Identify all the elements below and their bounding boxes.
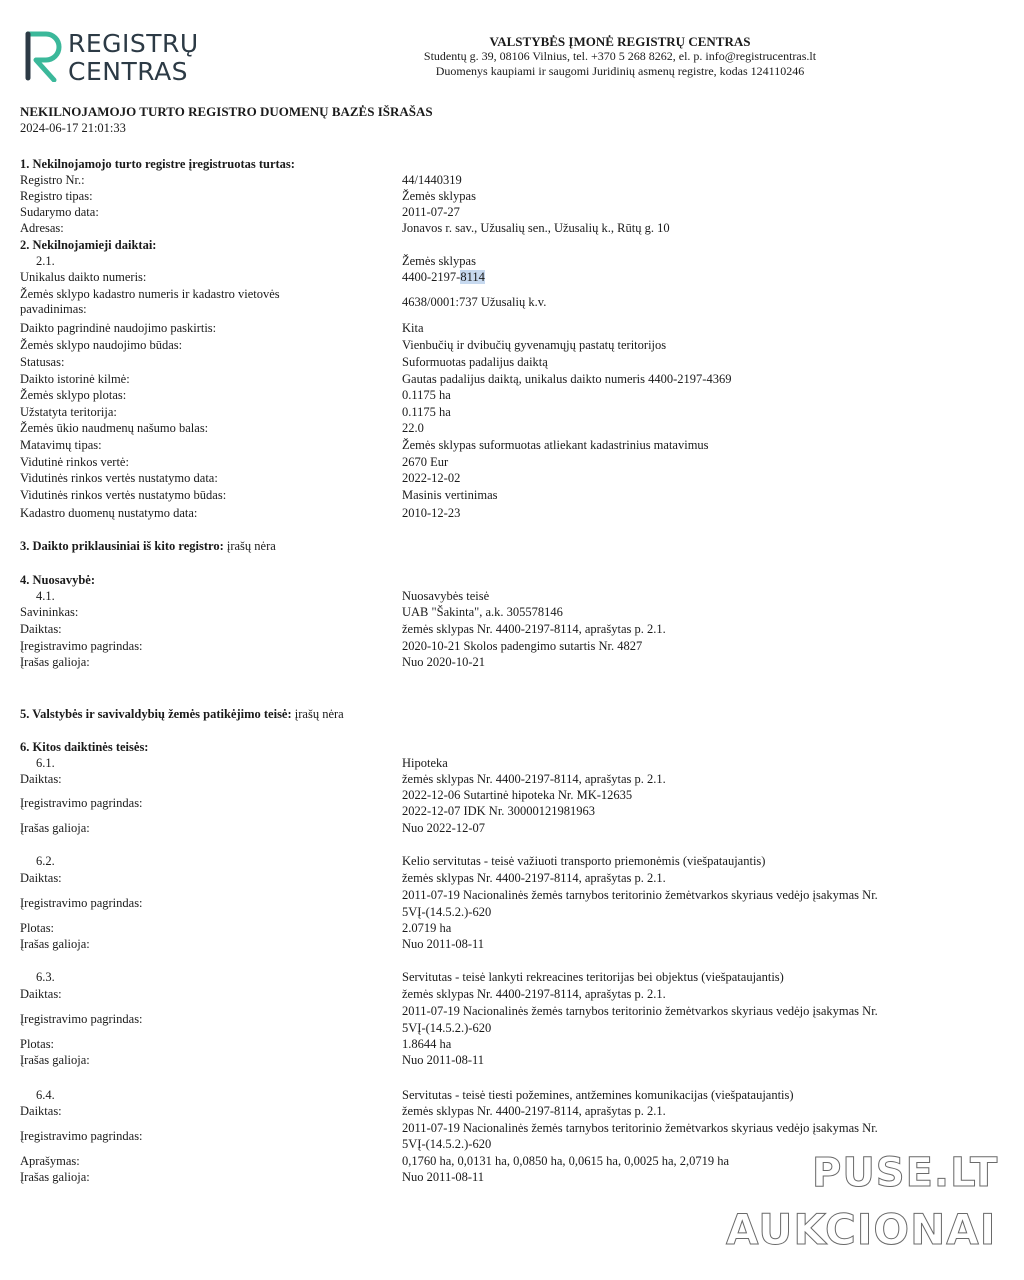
- field-value: Suformuotas padalijus daiktą: [402, 355, 548, 369]
- registry-note: Duomenys kaupiami ir saugomi Juridinių asmenų registre, kodas 124110246: [435, 64, 805, 78]
- field-label: Daikto istorinė kilmė:: [20, 372, 130, 386]
- section-3-line: [20, 539, 276, 553]
- item-number: 4.1.: [36, 589, 55, 603]
- field-value: žemės sklypas Nr. 4400-2197-8114, aprašytas p. 2.1.: [402, 622, 666, 636]
- field-label: Statusas:: [20, 355, 65, 369]
- field-value: žemės sklypas Nr. 4400-2197-8114, aprašytas p. 2.1.: [402, 871, 666, 885]
- field-value: 2022-12-02: [402, 471, 461, 485]
- document-title: NEKILNOJAMOJO TURTO REGISTRO DUOMENŲ BAZĖS IŠRAŠAS: [20, 104, 433, 119]
- section-1-heading: 1. Nekilnojamojo turto registre įregistruotas turtas:: [20, 157, 295, 171]
- field-value: 2670 Eur: [402, 455, 449, 469]
- document-header: [380, 34, 860, 79]
- field-value: žemės sklypas Nr. 4400-2197-8114, aprašytas p. 2.1.: [402, 987, 666, 1001]
- field-label: Įregistravimo pagrindas:: [20, 896, 143, 910]
- field-label: Daiktas:: [20, 871, 62, 885]
- item-type: Hipoteka: [402, 756, 448, 770]
- field-label: Plotas:: [20, 1037, 55, 1051]
- unique-number-value: [402, 270, 485, 284]
- field-label: pavadinimas:: [20, 302, 87, 316]
- field-label: Savininkas:: [20, 605, 79, 619]
- field-label: Daiktas:: [20, 1104, 62, 1118]
- item-type: Servitutas - teisė lankyti rekreacines teritorijas bei objektus (viešpataujantis): [402, 970, 784, 984]
- item-number: 6.2.: [36, 854, 55, 868]
- field-value: Masinis vertinimas: [402, 488, 498, 502]
- field-label: Žemės ūkio naudmenų našumo balas:: [20, 421, 209, 435]
- field-value: 2022-12-07 IDK Nr. 30000121981963: [402, 804, 596, 818]
- field-value: Gautas padalijus daiktą, unikalus daikto numeris 4400-2197-4369: [402, 372, 732, 386]
- item-number: 6.3.: [36, 970, 55, 984]
- field-label: Įrašas galioja:: [20, 1170, 90, 1184]
- registru-centras-logo-mark-icon: [24, 30, 64, 82]
- field-value: Nuo 2022-12-07: [402, 821, 485, 835]
- field-value: 5VĮ-(14.5.2.)-620: [402, 905, 492, 919]
- field-value: Žemės sklypas suformuotas atliekant kadastrinius matavimus: [402, 438, 709, 452]
- organization-address: Studentų g. 39, 08106 Vilnius, tel. +370 5 268 8262, el. p. info@registrucentras.lt: [423, 49, 817, 63]
- field-label: Sudarymo data:: [20, 205, 99, 219]
- field-value: 2.0719 ha: [402, 921, 452, 935]
- field-label: Daiktas:: [20, 772, 62, 786]
- item-number: 2.1.: [36, 254, 55, 268]
- field-label: Vidutinės rinkos vertės nustatymo būdas:: [20, 488, 227, 502]
- item-type: Žemės sklypas: [402, 254, 476, 268]
- organization-name: VALSTYBĖS ĮMONĖ REGISTRŲ CENTRAS: [489, 34, 751, 49]
- unique-number-prefix: 4400-2197-: [402, 270, 461, 284]
- field-value: Nuo 2011-08-11: [402, 1170, 485, 1184]
- item-number: 6.1.: [36, 756, 55, 770]
- registru-centras-logo: [24, 28, 199, 88]
- field-value: 0.1175 ha: [402, 405, 451, 419]
- field-label: Žemės sklypo naudojimo būdas:: [20, 338, 183, 352]
- section-6-heading: 6. Kitos daiktinės teisės:: [20, 740, 149, 754]
- watermark-line2: AUKCIONAI: [726, 1205, 997, 1254]
- field-label: Žemės sklypo kadastro numeris ir kadastro vietovės: [20, 287, 280, 301]
- field-value: Vienbučių ir dvibučių gyvenamųjų pastatų teritorijos: [402, 338, 667, 352]
- unique-number-highlight: 8114: [460, 270, 485, 284]
- field-label: Adresas:: [20, 221, 64, 235]
- field-value: 2011-07-19 Nacionalinės žemės tarnybos teritorinio žemėtvarkos skyriaus vedėjo įsakymas Nr.: [402, 1121, 878, 1135]
- field-value: 2011-07-19 Nacionalinės žemės tarnybos teritorinio žemėtvarkos skyriaus vedėjo įsakymas Nr.: [402, 1004, 878, 1018]
- field-value: 5VĮ-(14.5.2.)-620: [402, 1021, 492, 1035]
- field-value: 1.8644 ha: [402, 1037, 452, 1051]
- field-value: 4638/0001:737 Užusalių k.v.: [402, 295, 547, 309]
- field-value: Nuo 2020-10-21: [402, 655, 485, 669]
- item-type: Kelio servitutas - teisė važiuoti transporto priemonėmis (viešpataujantis): [402, 854, 766, 868]
- field-label: Įrašas galioja:: [20, 1053, 90, 1067]
- logo-text-line2: CENTRAS: [68, 57, 189, 86]
- field-value: Nuo 2011-08-11: [402, 1053, 485, 1067]
- field-value: 22.0: [402, 421, 424, 435]
- item-type: Nuosavybės teisė: [402, 589, 490, 603]
- field-value: 0.1175 ha: [402, 388, 451, 402]
- field-label: Registro tipas:: [20, 189, 93, 203]
- section-5-line: [20, 707, 344, 721]
- field-label: Daiktas:: [20, 622, 62, 636]
- section-3-heading: 3. Daikto priklausiniai iš kito registro:: [20, 539, 224, 553]
- section-5-heading: 5. Valstybės ir savivaldybių žemės patikėjimo teisė:: [20, 707, 292, 721]
- field-value: 2011-07-19 Nacionalinės žemės tarnybos teritorinio žemėtvarkos skyriaus vedėjo įsakymas Nr.: [402, 888, 878, 902]
- field-value: Jonavos r. sav., Užusalių sen., Užusalių k., Rūtų g. 10: [402, 221, 670, 235]
- field-label: Įregistravimo pagrindas:: [20, 1129, 143, 1143]
- field-label: Registro Nr.:: [20, 173, 85, 187]
- field-label: Aprašymas:: [20, 1154, 80, 1168]
- field-value: žemės sklypas Nr. 4400-2197-8114, aprašytas p. 2.1.: [402, 1104, 666, 1118]
- field-value: 44/1440319: [402, 173, 462, 187]
- watermark-line1: PUSE.LT: [812, 1150, 999, 1196]
- field-label: Matavimų tipas:: [20, 438, 102, 452]
- field-label: Daikto pagrindinė naudojimo paskirtis:: [20, 321, 217, 335]
- field-value: 5VĮ-(14.5.2.)-620: [402, 1137, 492, 1151]
- field-label: Užstatyta teritorija:: [20, 405, 117, 419]
- field-value: 0,1760 ha, 0,0131 ha, 0,0850 ha, 0,0615 ha, 0,0025 ha, 2,0719 ha: [402, 1154, 730, 1168]
- section-3-value: įrašų nėra: [226, 539, 276, 553]
- field-value: Kita: [402, 321, 424, 335]
- section-5-value: įrašų nėra: [294, 707, 344, 721]
- field-value: 2020-10-21 Skolos padengimo sutartis Nr. 4827: [402, 639, 643, 653]
- field-label: Įregistravimo pagrindas:: [20, 796, 143, 810]
- field-label: Įrašas galioja:: [20, 655, 90, 669]
- field-value: UAB "Šakinta", a.k. 305578146: [402, 605, 563, 619]
- field-label: Unikalus daikto numeris:: [20, 270, 147, 284]
- field-label: Daiktas:: [20, 987, 62, 1001]
- section-4-heading: 4. Nuosavybė:: [20, 573, 96, 587]
- field-label: Plotas:: [20, 921, 55, 935]
- section-2-heading: 2. Nekilnojamieji daiktai:: [20, 238, 157, 252]
- logo-text-line1: REGISTRŲ: [68, 29, 199, 58]
- field-value: 2022-12-06 Sutartinė hipoteka Nr. MK-12635: [402, 788, 633, 802]
- field-value: žemės sklypas Nr. 4400-2197-8114, aprašytas p. 2.1.: [402, 772, 666, 786]
- field-value: Nuo 2011-08-11: [402, 937, 485, 951]
- field-value: 2011-07-27: [402, 205, 460, 219]
- field-value: 2010-12-23: [402, 506, 461, 520]
- field-label: Įrašas galioja:: [20, 937, 90, 951]
- document-datetime: 2024-06-17 21:01:33: [20, 121, 126, 135]
- field-label: Vidutinės rinkos vertės nustatymo data:: [20, 471, 218, 485]
- field-label: Įrašas galioja:: [20, 821, 90, 835]
- field-label: Kadastro duomenų nustatymo data:: [20, 506, 198, 520]
- field-label: Įregistravimo pagrindas:: [20, 1012, 143, 1026]
- field-label: Įregistravimo pagrindas:: [20, 639, 143, 653]
- item-type: Servitutas - teisė tiesti požemines, antžemines komunikacijas (viešpataujantis): [402, 1088, 794, 1102]
- field-label: Žemės sklypo plotas:: [20, 388, 127, 402]
- field-value: Žemės sklypas: [402, 189, 476, 203]
- field-label: Vidutinė rinkos vertė:: [20, 455, 129, 469]
- item-number: 6.4.: [36, 1088, 55, 1102]
